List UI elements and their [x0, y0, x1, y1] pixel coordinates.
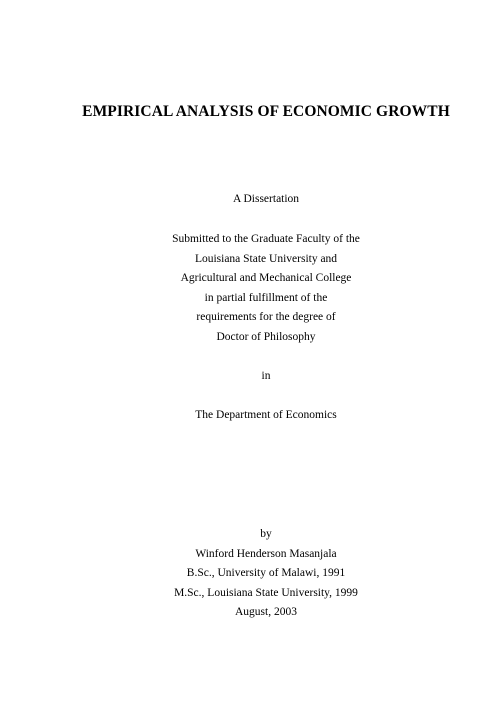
submission-statement	[0, 230, 500, 348]
department-name: The Department of Economics	[195, 409, 337, 421]
degree-name: Doctor of Philosophy	[216, 330, 316, 343]
submission-line: in partial fulfillment of the	[204, 291, 328, 304]
author-name: Winford Henderson Masanjala	[195, 547, 337, 560]
degree-line: B.Sc., University of Malawi, 1991	[186, 567, 346, 580]
department-block	[0, 406, 500, 426]
submission-line: Louisiana State University and	[194, 252, 338, 265]
submission-line: Agricultural and Mechanical College	[180, 272, 352, 285]
submission-line: Submitted to the Graduate Faculty of the	[172, 233, 360, 245]
dissertation-title: EMPIRICAL ANALYSIS OF ECONOMIC GROWTH	[82, 103, 450, 120]
in-word: in	[261, 370, 271, 382]
submission-date: August, 2003	[235, 606, 297, 619]
author-block	[0, 525, 500, 623]
dissertation-label-block	[0, 190, 500, 210]
dissertation-label: A Dissertation	[232, 193, 300, 205]
submission-line: requirements for the degree of	[196, 311, 336, 324]
in-word-block	[0, 367, 500, 387]
degree-line: M.Sc., Louisiana State University, 1999	[174, 586, 358, 599]
by-word: by	[260, 528, 272, 540]
